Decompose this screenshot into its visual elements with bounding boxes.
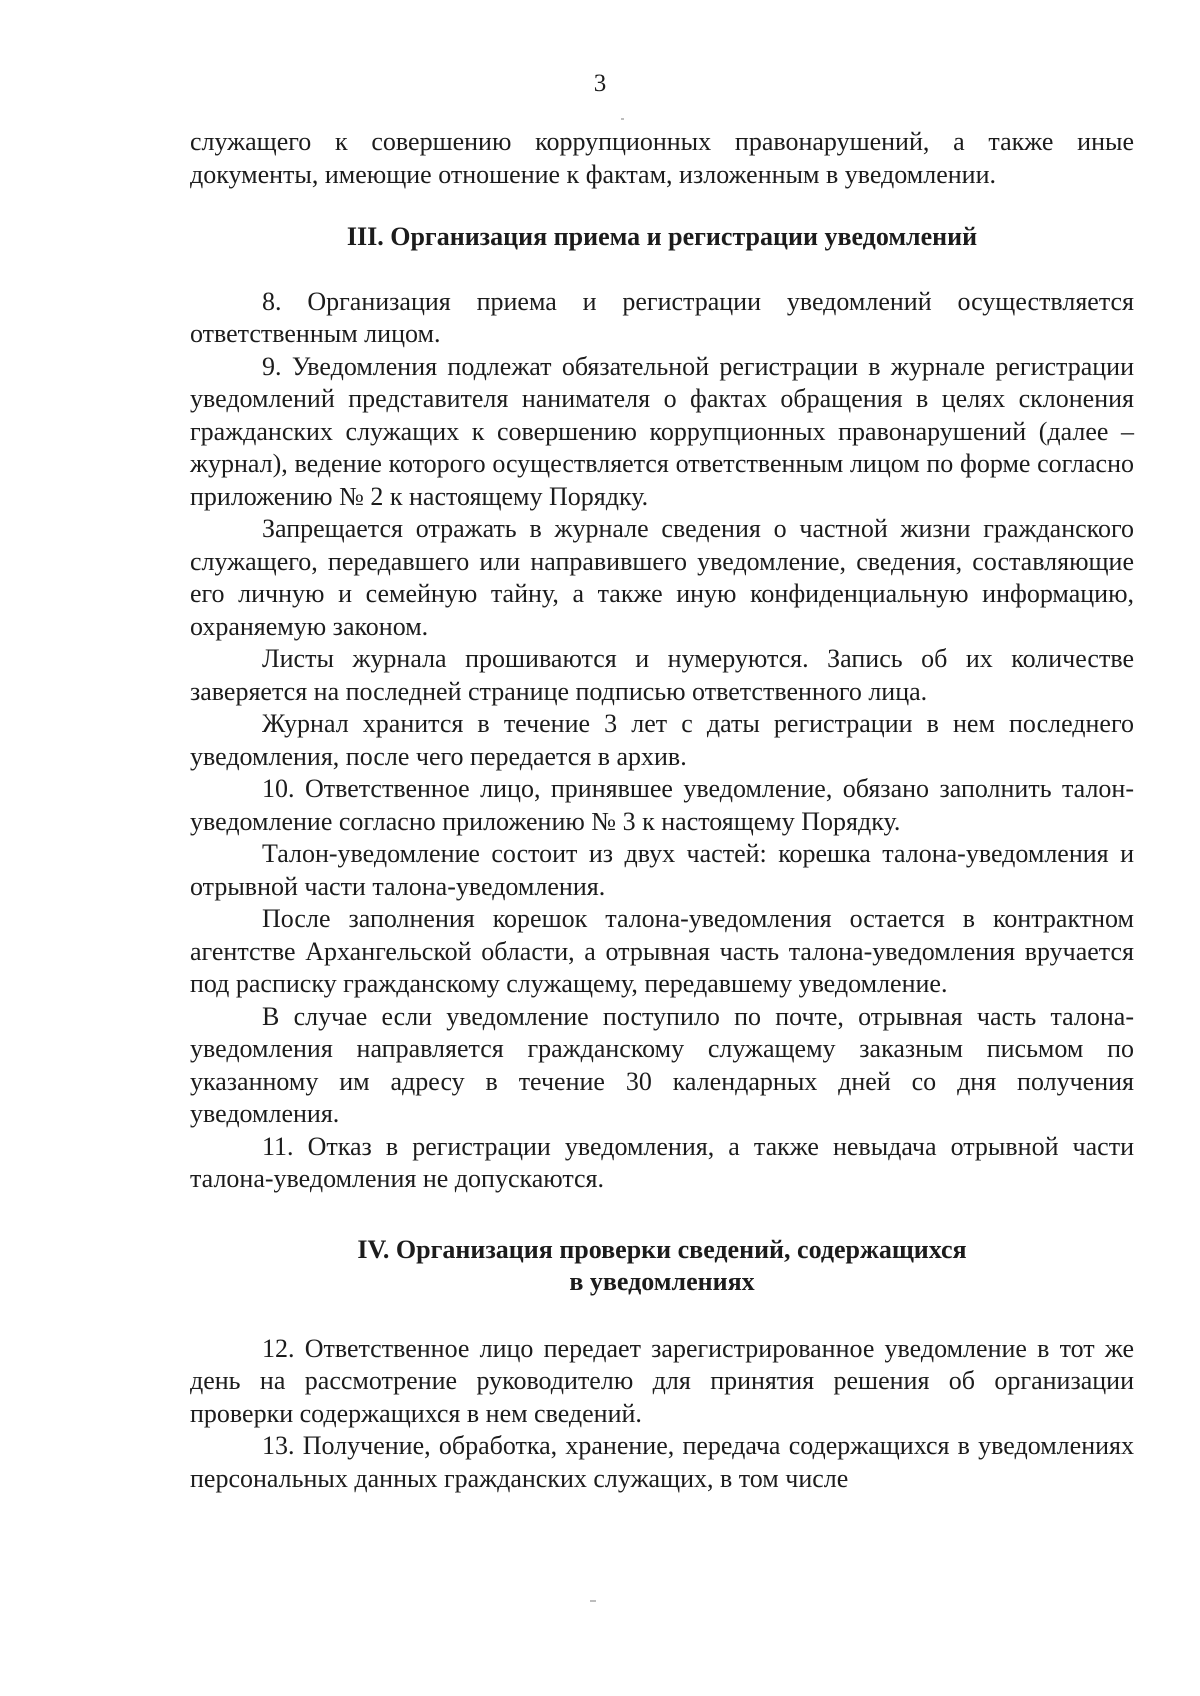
paragraph-13: 13. Получение, обработка, хранение, передача содержащихся в уведомлениях персональных данных гражданских служащих, в том числе xyxy=(190,1431,1134,1493)
paragraph-9-journal-sheets: Листы журнала прошиваются и нумеруются. Запись об их количестве заверяется на последней странице подписью ответственного лица. xyxy=(190,644,1134,706)
section-4-heading xyxy=(190,1234,1134,1299)
scan-speck xyxy=(621,118,624,120)
section-3-heading: III. Организация приема и регистрации уведомлений xyxy=(346,222,978,251)
paragraph-10: 10. Ответственное лицо, принявшее уведомление, обязано заполнить талон-уведомление согласно приложению № 3 к настоящему Порядку. xyxy=(190,774,1134,836)
continuation-paragraph: служащего к совершению коррупционных правонарушений, а также иные документы, имеющие отношение к фактам, изложенным в уведомлении. xyxy=(190,127,1134,189)
section-3-body xyxy=(190,286,1134,1196)
paragraph-9-prohibition: Запрещается отражать в журнале сведения о частной жизни гражданского служащего, передавшего или направившего уведомление, сведения, составляющие его личную и семейную тайну, а также иную конфиденциальную информацию, охраняемую законом. xyxy=(190,514,1134,641)
scan-speck xyxy=(590,1600,596,1602)
paragraph-8: 8. Организация приема и регистрации уведомлений осуществляется ответственным лицом. xyxy=(190,286,1134,348)
paragraph-12: 12. Ответственное лицо передает зарегистрированное уведомление в тот же день на рассмотрение руководителю для принятия решения об организации проверки содержащихся в нем сведений. xyxy=(190,1333,1134,1428)
paragraph-10-postal-case: В случае если уведомление поступило по почте, отрывная часть талона-уведомления направляется гражданскому служащему заказным письмом по указанному им адресу в течение 30 календарных дней со дня получения уведомления. xyxy=(190,1001,1134,1128)
page-number: 3 xyxy=(593,70,607,97)
paragraph-9-journal-storage: Журнал хранится в течение 3 лет с даты регистрации в нем последнего уведомления, после чего передается в архив. xyxy=(190,709,1134,771)
paragraph-11: 11. Отказ в регистрации уведомления, а также невыдача отрывной части талона-уведомления не допускаются. xyxy=(190,1131,1134,1193)
paragraph-10-ticket-parts: Талон-уведомление состоит из двух частей: корешка талона-уведомления и отрывной части талона-уведомления. xyxy=(190,839,1134,901)
paragraph-10-ticket-handover: После заполнения корешок талона-уведомления остается в контрактном агентстве Архангельской области, а отрывная часть талона-уведомления вручается под расписку гражданскому служащему, передавшему уведомление. xyxy=(190,904,1134,998)
paragraph-9: 9. Уведомления подлежат обязательной регистрации в журнале регистрации уведомлений представителя нанимателя о фактах обращения в целях склонения гражданских служащих к совершению коррупционных правонарушений (далее – журнал), ведение которого осуществляется ответственным лицом по форме согласно приложению № 2 к настоящему Порядку. xyxy=(190,351,1134,511)
section-4-heading-line-1: IV. Организация проверки сведений, содержащихся xyxy=(357,1234,967,1264)
section-4-heading-line-2: в уведомлениях xyxy=(569,1267,755,1296)
document-body xyxy=(190,126,1134,1495)
section-4-body xyxy=(190,1333,1134,1496)
